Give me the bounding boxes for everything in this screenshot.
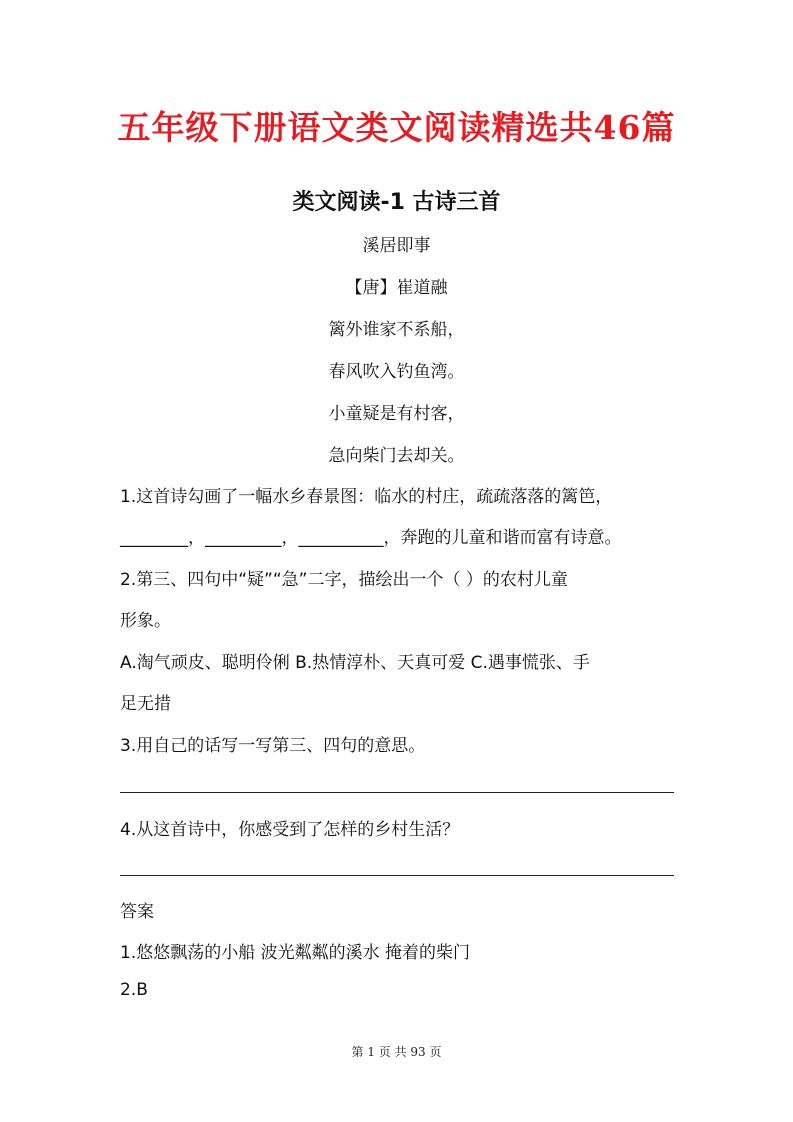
answer-line-4 [120, 875, 674, 876]
question-2-options: A.淘气顽皮、聪明伶俐 B.热情淳朴、天真可爱 C.遇事慌张、手 [120, 653, 590, 673]
poem-line-1: 篱外谁家不系船， [328, 320, 465, 340]
answer-1: 1.悠悠飘荡的小船 波光粼粼的溪水 掩着的柴门 [120, 943, 471, 963]
poem-author: 【唐】崔道融 [345, 278, 448, 298]
question-2-options-continued: 足无措 [120, 694, 171, 714]
answer-2: 2.B [120, 980, 148, 1000]
answer-line-3 [120, 792, 674, 793]
answers-heading: 答案 [120, 902, 154, 922]
question-2-line-2: 形象。 [120, 611, 171, 631]
poem-line-4: 急向柴门去却关。 [328, 446, 465, 466]
section-title: 类文阅读-1 古诗三首 [292, 190, 501, 215]
question-1-line-1: 1.这首诗勾画了一幅水乡春景图：临水的村庄，疏疏落落的篱笆， [120, 487, 613, 507]
poem-line-2: 春风吹入钓鱼湾。 [328, 362, 465, 382]
poem-line-3: 小童疑是有村客， [328, 404, 465, 424]
poem-title: 溪居即事 [362, 236, 431, 256]
question-2-line-1: 2.第三、四句中“疑”“急”二字，描绘出一个（ ）的农村儿童 [120, 570, 568, 590]
question-4: 4.从这首诗中，你感受到了怎样的乡村生活？ [120, 820, 460, 840]
page-footer: 第 1 页 共 93 页 [351, 1045, 442, 1059]
document-title: 五年级下册语文类文阅读精选共46篇 [117, 108, 676, 147]
question-1-blanks: ________，_________，__________，奔跑的儿童和谐而富有诗意。 [120, 528, 622, 548]
question-3: 3.用自己的话写一写第三、四句的意思。 [120, 736, 426, 756]
